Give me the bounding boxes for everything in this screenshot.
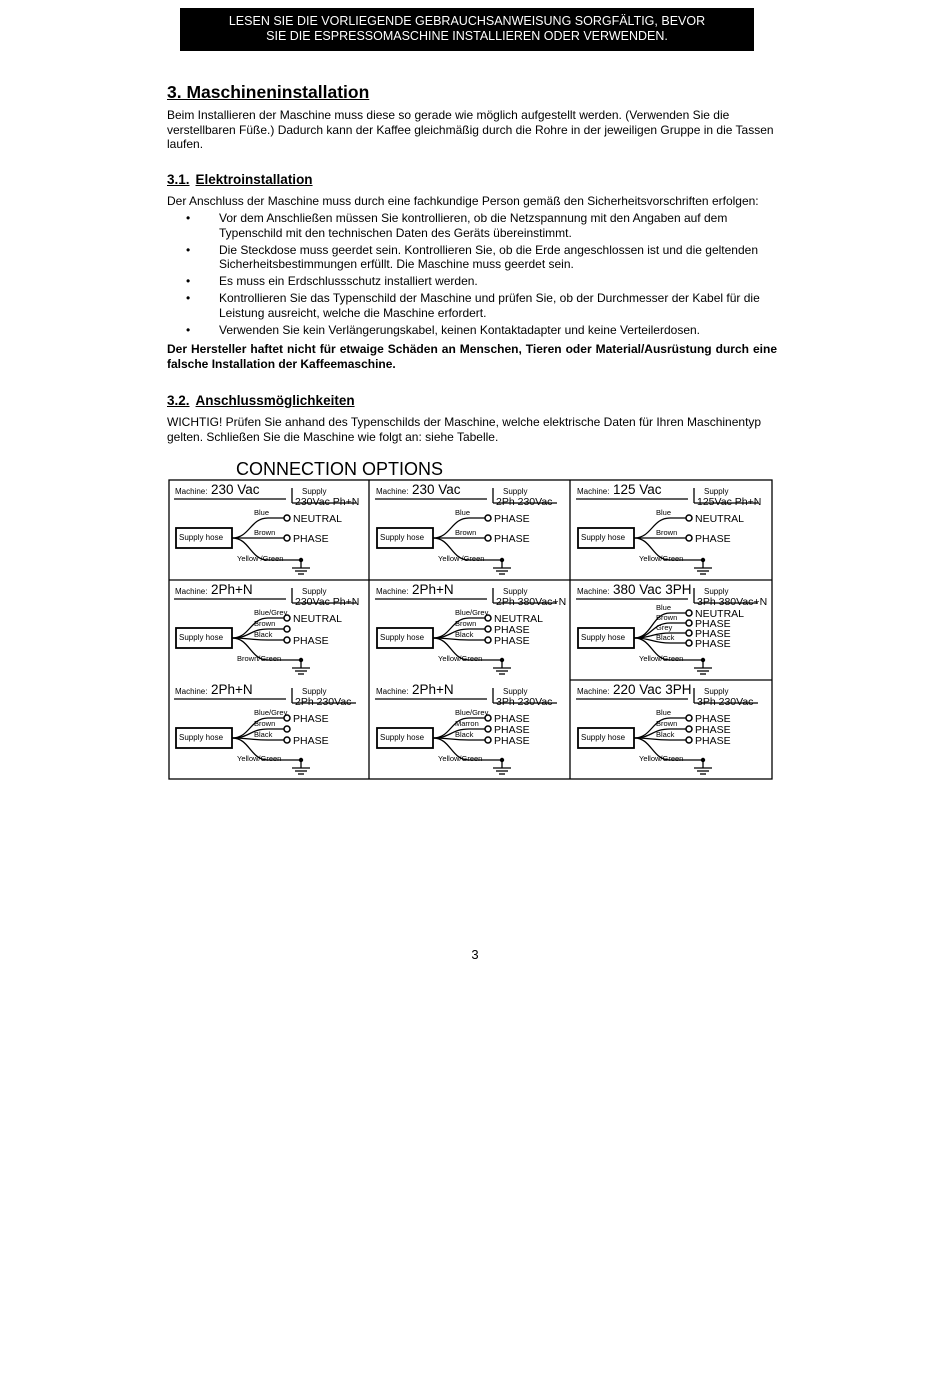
wire-color-label: Black [656,730,675,739]
terminal-label: PHASE [695,735,731,747]
supply-value: 125Vac Ph+N [697,496,762,508]
wire-color-label: Brown [254,528,276,537]
machine-value: 2Ph+N [211,682,253,697]
supply-value: 230Vac Ph+N [295,496,360,508]
bullet-icon: • [186,291,191,305]
supply-value: 3Ph 380Vac+N [697,596,768,608]
section-3-title: 3. Maschineninstallation [167,82,370,102]
wire-color-label: Blue [656,708,672,717]
terminal-label: PHASE [695,638,731,650]
wire-color-label: Blue/Grey [455,708,489,717]
terminal-icon [284,737,290,743]
bullet-icon: • [186,322,191,337]
section-3-2 [167,393,777,444]
terminal-icon [686,715,692,721]
terminal-label: PHASE [494,713,530,725]
machine-value: 2Ph+N [412,582,454,597]
supply-hose-label: Supply hose [380,633,425,642]
machine-value: 2Ph+N [412,682,454,697]
terminal-icon [686,620,692,626]
terminal-label: PHASE [494,635,530,647]
terminal-label: PHASE [695,533,731,545]
connection-options-diagram [168,454,774,782]
supply-value: 3Ph 230Vac [496,696,553,708]
terminal-label: PHASE [695,724,731,736]
supply-hose-label: Supply hose [380,733,425,742]
terminal-label: PHASE [494,533,530,545]
section-3-2-title: Anschlussmöglichkeiten [195,393,355,408]
wire-color-label: Black [455,730,474,739]
machine-label: Machine: [577,487,610,496]
ground-wire-label: Yellow/Green [438,654,483,663]
machine-value: 125 Vac [613,482,662,497]
supply-value: 230Vac Ph+N [295,596,360,608]
wire-color-label: Blue [254,508,270,517]
supply-value: 2Ph 230Vac [496,496,553,508]
machine-label: Machine: [577,587,610,596]
supply-hose-label: Supply hose [581,733,626,742]
list-item: • Vor dem Anschließen müssen Sie kontrollieren, ob die Netzspannung mit den Angaben auf dem Typenschild mit den technischen Daten des Geräts übereinstimmt. [186,211,728,240]
supply-hose-label: Supply hose [179,733,224,742]
machine-value: 220 Vac 3PH [613,682,692,697]
section-3-2-text: WICHTIG! Prüfen Sie anhand des Typenschilds der Maschine, welche elektrische Daten für Ihren Maschinentyp gelten. Schließen Sie die Maschine wie folgt an: siehe Tabelle. [167,415,762,444]
wire-color-label: Black [254,630,273,639]
wire-color-label: Black [254,730,273,739]
supply-label: Supply [302,587,327,596]
list-item: • Die Steckdose muss geerdet sein. Kontrollieren Sie, ob die Erde angeschlossen ist und die geltenden Sicherheitsbestimmungen erfüllt. Die Maschine muss geerdet sein. [186,242,758,271]
machine-label: Machine: [376,587,409,596]
machine-value: 380 Vac 3PH [613,582,692,597]
ground-wire-label: Yellow/Green [639,654,684,663]
terminal-label: PHASE [695,618,731,630]
wire-color-label: Brown [254,719,276,728]
machine-label: Machine: [175,587,208,596]
ground-wire-label: Yellow/Green [639,754,684,763]
liability-warning: Der Hersteller haftet nicht für etwaige Schäden an Menschen, Tieren oder Material/Ausrüstung durch eine falsche Installation der Kaffeemaschine. [167,342,777,371]
terminal-label: PHASE [695,628,731,640]
banner-line-2: SIE DIE ESPRESSOMASCHINE INSTALLIEREN ODER VERWENDEN. [266,29,668,43]
terminal-icon [284,637,290,643]
terminal-label: NEUTRAL [293,513,343,525]
bullet-icon: • [186,211,191,225]
terminal-label: PHASE [494,513,530,525]
terminal-icon [485,626,491,632]
supply-hose-label: Supply hose [179,533,224,542]
terminal-icon [485,637,491,643]
terminal-label: NEUTRAL [494,613,544,625]
wire-color-label: Black [455,630,474,639]
terminal-icon [686,630,692,636]
ground-wire-label: Brown/Green [237,654,282,663]
terminal-icon [686,515,692,521]
wire-color-label: Grey [656,623,673,632]
terminal-label: PHASE [293,635,329,647]
ground-wire-label: Yellow /Green [237,554,284,563]
terminal-icon [485,737,491,743]
wire-color-label: Marron [455,719,479,728]
bullet-icon: • [186,274,191,288]
terminal-label: PHASE [494,624,530,636]
section-3-1-intro: Der Anschluss der Maschine muss durch eine fachkundige Person gemäß den Sicherheitsvorschriften erfolgen: [167,193,759,208]
wire-color-label: Blue [656,603,672,612]
terminal-icon [686,737,692,743]
machine-label: Machine: [175,487,208,496]
supply-value: 2Ph 230Vac [295,696,352,708]
diagram-title: CONNECTION OPTIONS [236,459,444,479]
supply-label: Supply [302,687,327,696]
wire-color-label: Brown [656,613,678,622]
terminal-label: NEUTRAL [293,613,343,625]
list-item: • Es muss ein Erdschlussschutz installiert werden. [186,274,478,288]
terminal-label: NEUTRAL [695,608,745,620]
wire-color-label: Brown [656,719,678,728]
section-3-1-number: 3.1. [167,171,190,187]
supply-hose-label: Supply hose [380,533,425,542]
section-3-2-heading [167,393,777,409]
supply-label: Supply [503,487,528,496]
ground-wire-label: Yellow/Green [438,754,483,763]
page-number: 3 [471,947,479,962]
terminal-label: PHASE [293,533,329,545]
terminal-icon [284,515,290,521]
warning-banner [180,8,754,51]
wire-color-label: Brown [656,528,678,537]
terminal-label: PHASE [695,713,731,725]
section-3-1-heading [167,172,777,188]
banner-line-1: LESEN SIE DIE VORLIEGENDE GEBRAUCHSANWEISUNG SORGFÄLTIG, BEVOR [228,14,706,28]
machine-label: Machine: [175,687,208,696]
supply-label: Supply [704,587,729,596]
machine-value: 230 Vac [412,482,461,497]
terminal-icon [485,726,491,732]
supply-label: Supply [302,487,327,496]
section-3 [167,82,777,152]
supply-label: Supply [704,487,729,496]
terminal-icon [485,535,491,541]
machine-value: 230 Vac [211,482,260,497]
ground-wire-label: Yellow/Green [639,554,684,563]
machine-label: Machine: [376,687,409,696]
supply-hose-label: Supply hose [581,533,626,542]
supply-label: Supply [503,687,528,696]
page-content [167,82,777,444]
terminal-label: PHASE [293,713,329,725]
supply-value: 3Ph 230Vac [697,696,754,708]
terminal-label: PHASE [494,735,530,747]
terminal-icon [284,726,290,732]
section-3-1 [167,172,777,372]
ground-wire-label: Yellow /Green [438,554,485,563]
machine-label: Machine: [376,487,409,496]
terminal-icon [686,610,692,616]
wire-color-label: Brown [254,619,276,628]
ground-wire-label: Yellow/Green [237,754,282,763]
terminal-icon [686,640,692,646]
wire-color-label: Blue [656,508,672,517]
bullet-icon: • [186,242,191,257]
section-3-2-number: 3.2. [167,393,190,408]
wire-color-label: Blue/Grey [254,708,288,717]
wire-color-label: Black [656,633,675,642]
machine-value: 2Ph+N [211,582,253,597]
supply-label: Supply [704,687,729,696]
terminal-icon [686,535,692,541]
terminal-icon [686,726,692,732]
terminal-icon [284,535,290,541]
terminal-icon [284,626,290,632]
requirements-list [167,211,777,337]
wire-color-label: Brown [455,619,477,628]
terminal-label: NEUTRAL [695,513,745,525]
section-3-1-title: Elektroinstallation [195,171,313,187]
supply-hose-label: Supply hose [179,633,224,642]
terminal-label: PHASE [494,724,530,736]
wire-color-label: Blue [455,508,471,517]
wire-color-label: Blue/Grey [254,608,288,617]
machine-label: Machine: [577,687,610,696]
supply-label: Supply [503,587,528,596]
terminal-label: PHASE [293,735,329,747]
wire-color-label: Blue/Grey [455,608,489,617]
section-3-text: Beim Installieren der Maschine muss diese so gerade wie möglich aufgestellt werden. (Verwenden Sie die verstellbaren Füße.) Dadurch kann der Kaffee gleichmäßig durch die Rohre in der jeweiligen Gruppe in die Tassen laufen. [167,108,774,151]
list-item: • Kontrollieren Sie das Typenschild der Maschine und prüfen Sie, ob der Durchmesser der Kabel für die Leistung ausreicht, welche die Maschine erfordert. [186,291,760,320]
list-item: • Verwenden Sie kein Verlängerungskabel, keinen Kontaktadapter und keine Verteilerdosen. [186,322,701,337]
supply-hose-label: Supply hose [581,633,626,642]
terminal-icon [485,515,491,521]
wire-color-label: Brown [455,528,477,537]
supply-value: 2Ph 380Vac+N [496,596,567,608]
